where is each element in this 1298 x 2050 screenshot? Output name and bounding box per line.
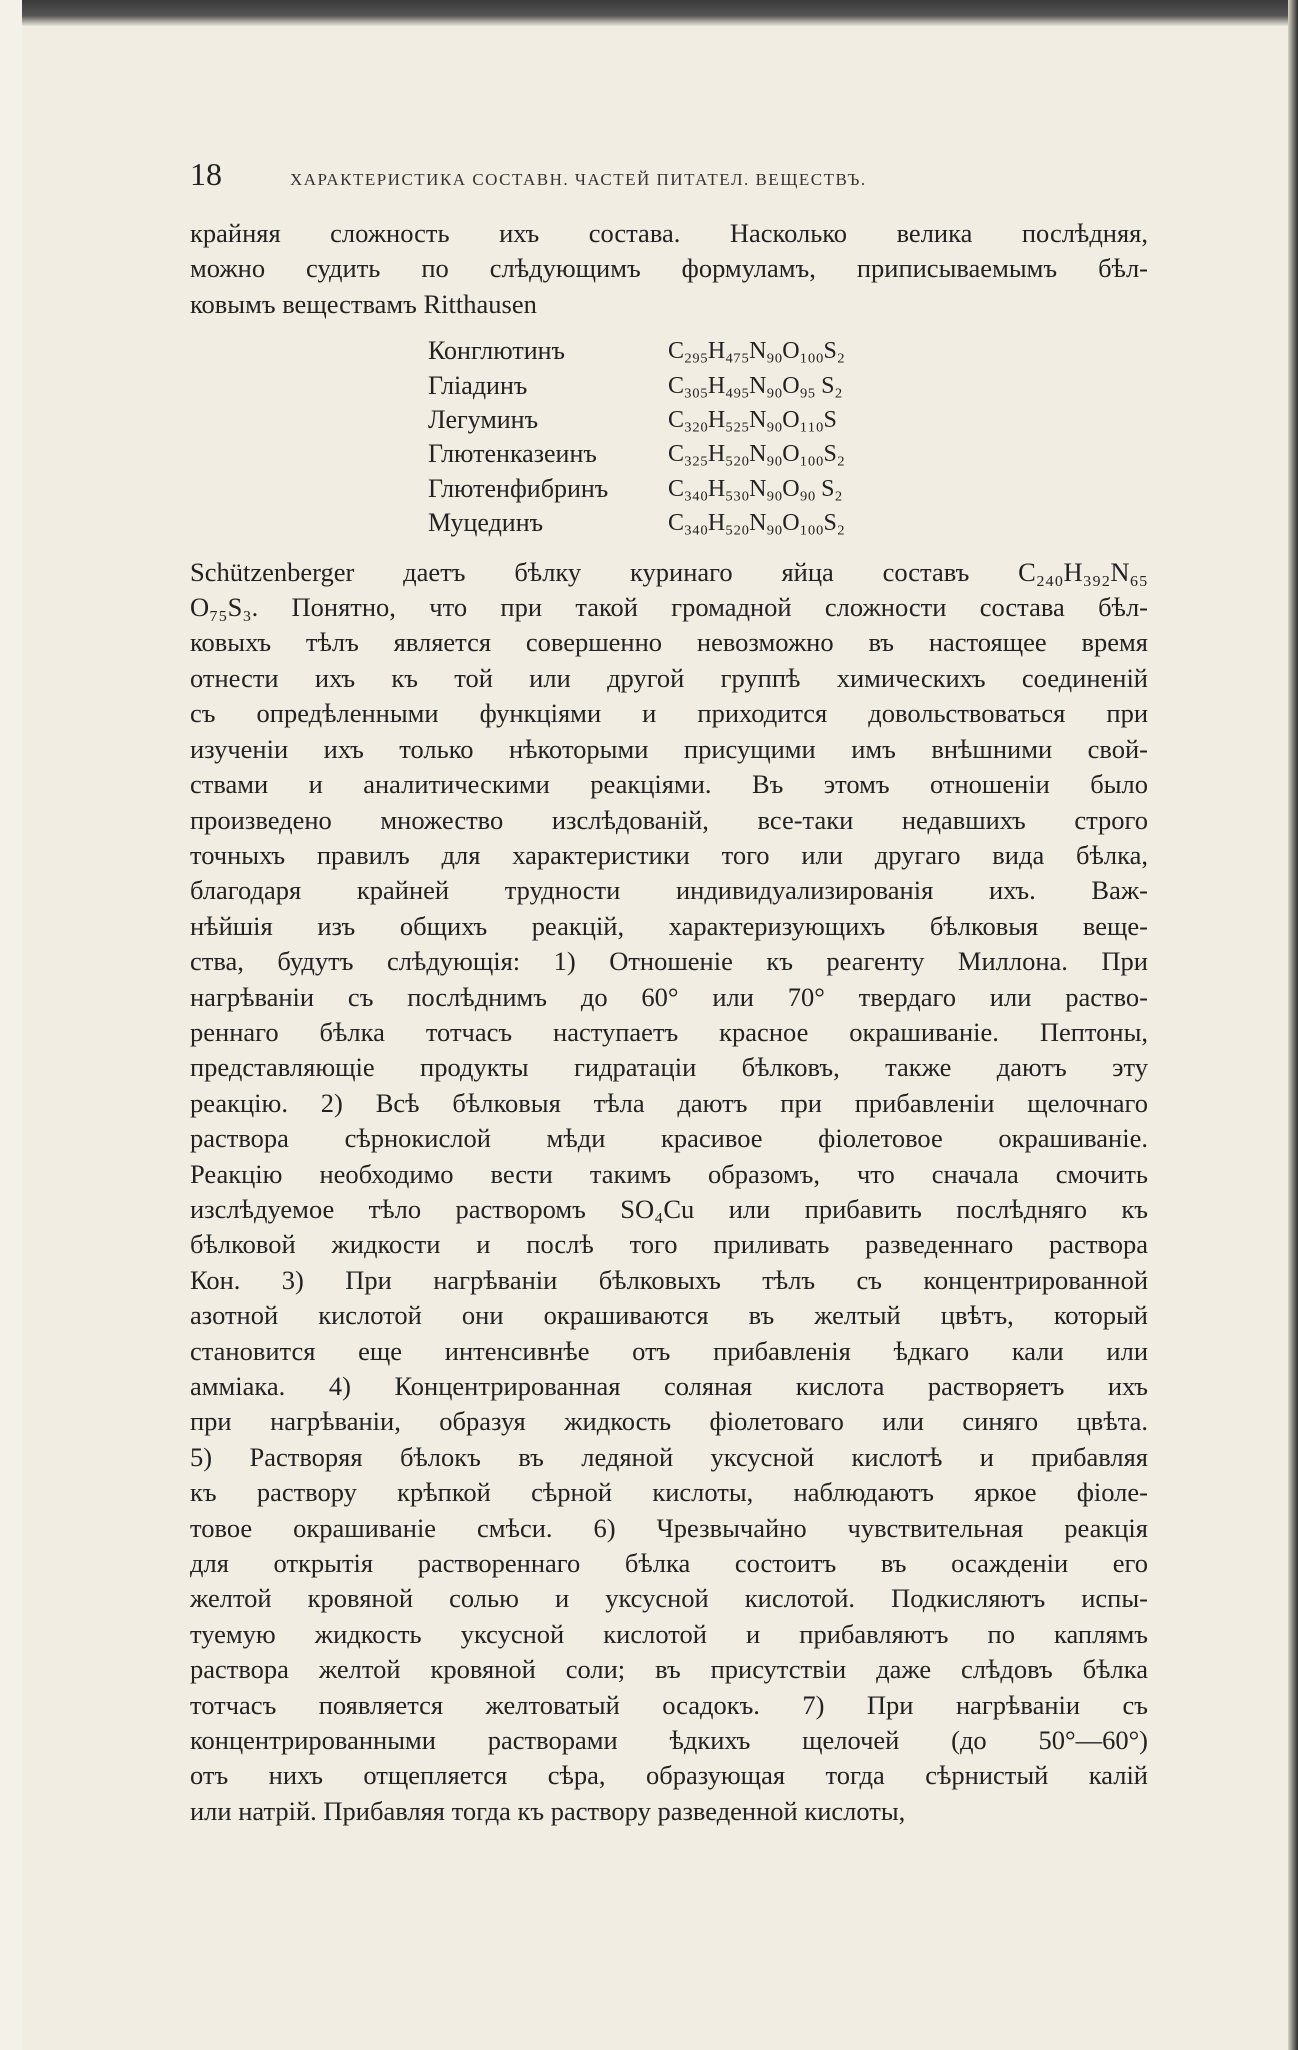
text-line: становится еще интенсивнѣе отъ прибавленія ѣдкаго кали или bbox=[190, 1335, 1148, 1366]
chemical-formula: C₃₂₀H₅₂₅N₉₀O₁₁₀S bbox=[668, 407, 837, 434]
text-line: O₇₅S₃. Понятно, что при такой громадной сложности состава бѣл- bbox=[190, 592, 1148, 623]
substance-name: Конглютинъ bbox=[428, 336, 565, 366]
text-line: нагрѣваніи съ послѣднимъ до 60° или 70° твердаго или раство- bbox=[190, 981, 1148, 1012]
formula-row bbox=[428, 403, 1148, 437]
substance-name: Глютенфибринъ bbox=[428, 473, 609, 503]
text-line: изслѣдуемое тѣло растворомъ SO₄Cu или прибавить послѣдняго къ bbox=[190, 1193, 1148, 1224]
page-header bbox=[190, 156, 1148, 200]
text-line: для открытія раствореннаго бѣлка состоитъ въ осажденіи его bbox=[190, 1548, 1148, 1579]
text-line: товое окрашиваніе смѣси. 6) Чрезвычайно чувствительная реакція bbox=[190, 1512, 1148, 1543]
text-line: 5) Растворяя бѣлокъ въ ледяной уксусной кислотѣ и прибавляя bbox=[190, 1441, 1148, 1472]
body-paragraph bbox=[190, 555, 1148, 1830]
scan-right-edge bbox=[1288, 0, 1298, 2050]
text-line: Кон. 3) При нагрѣваніи бѣлковыхъ тѣлъ съ концентрированной bbox=[190, 1264, 1148, 1295]
text-line: къ раствору крѣпкой сѣрной кислоты, наблюдаютъ яркое фіоле- bbox=[190, 1477, 1148, 1508]
text-line: раствора желтой кровяной соли; въ присутствіи даже слѣдовъ бѣлка bbox=[190, 1654, 1148, 1685]
text-line: реакцію. 2) Всѣ бѣлковыя тѣла даютъ при прибавленіи щелочнаго bbox=[190, 1087, 1148, 1118]
text-line: концентрированными растворами ѣдкихъ щелочей (до 50°—60°) bbox=[190, 1725, 1148, 1756]
substance-name: Глютенказеинъ bbox=[428, 439, 597, 469]
chemical-formula: C₃₄₀H₅₃₀N₉₀O₉₀ S₂ bbox=[668, 475, 843, 502]
formula-row bbox=[428, 334, 1148, 368]
text-line: тотчасъ появляется желтоватый осадокъ. 7) При нагрѣваніи съ bbox=[190, 1689, 1148, 1720]
text-line: Реакцію необходимо вести такимъ образомъ, что сначала смочить bbox=[190, 1158, 1148, 1189]
page-left-margin bbox=[0, 0, 22, 2050]
text-line: нѣйшія изъ общихъ реакцій, характеризующихъ бѣлковыя веще- bbox=[190, 910, 1148, 941]
chemical-formula: C₃₂₅H₅₂₀N₉₀O₁₀₀S₂ bbox=[668, 441, 845, 468]
formula-row bbox=[428, 369, 1148, 403]
formula-table bbox=[428, 334, 1148, 540]
text-line: отнести ихъ къ той или другой группѣ химическихъ соединеній bbox=[190, 662, 1148, 693]
text-line: благодаря крайней трудности индивидуализированія ихъ. Важ- bbox=[190, 875, 1148, 906]
page-content bbox=[190, 156, 1148, 1829]
text-line: изученіи ихъ только нѣкоторыми присущими имъ внѣшними свой- bbox=[190, 733, 1148, 764]
chemical-formula: C₃₀₅H₄₉₅N₉₀O₉₅ S₂ bbox=[668, 372, 843, 399]
scan-top-edge bbox=[22, 0, 1292, 26]
text-line: ствами и аналитическими реакціями. Въ этомъ отношеніи было bbox=[190, 769, 1148, 800]
text-line: произведено множество изслѣдованій, все-таки недавшихъ строго bbox=[190, 804, 1148, 835]
substance-name: Муцединъ bbox=[428, 508, 544, 538]
text-line: точныхъ правилъ для характеристики того или другаго вида бѣлка, bbox=[190, 839, 1148, 870]
text-line: азотной кислотой они окрашиваются въ желтый цвѣтъ, который bbox=[190, 1300, 1148, 1331]
text-line: желтой кровяной солью и уксусной кислотой. Подкисляютъ испы- bbox=[190, 1583, 1148, 1614]
formula-row bbox=[428, 472, 1148, 506]
text-line: или натрій. Прибавляя тогда къ раствору разведенной кислоты, bbox=[190, 1795, 906, 1826]
chemical-formula: C₃₄₀H₅₂₀N₉₀O₁₀₀S₂ bbox=[668, 510, 845, 537]
text-line: съ опредѣленными функціями и приходится довольствоваться при bbox=[190, 698, 1148, 729]
substance-name: Гліадинъ bbox=[428, 370, 528, 400]
page-number: 18 bbox=[190, 156, 222, 192]
formula-row bbox=[428, 506, 1148, 540]
text-line: бѣлковой жидкости и послѣ того приливать разведеннаго раствора bbox=[190, 1229, 1148, 1260]
text-line: ства, будутъ слѣдующія: 1) Отношеніе къ реагенту Миллона. При bbox=[190, 946, 1148, 977]
formula-row bbox=[428, 437, 1148, 471]
intro-paragraph bbox=[190, 216, 1148, 322]
text-line: Schützenberger даетъ бѣлку куринаго яйца составъ C₂₄₀H₃₉₂N₆₅ bbox=[190, 556, 1148, 587]
text-line: отъ нихъ отщепляется сѣра, образующая тогда сѣрнистый калій bbox=[190, 1760, 1148, 1791]
substance-name: Легуминъ bbox=[428, 405, 539, 435]
text-line: реннаго бѣлка тотчасъ наступаетъ красное окрашиваніе. Пептоны, bbox=[190, 1016, 1148, 1047]
text-line: ковыхъ тѣлъ является совершенно невозможно въ настоящее время bbox=[190, 627, 1148, 658]
chemical-formula: C₂₉₅H₄₇₅N₉₀O₁₀₀S₂ bbox=[668, 338, 845, 365]
text-line: при нагрѣваніи, образуя жидкость фіолетоваго или синяго цвѣта. bbox=[190, 1406, 1148, 1437]
text-line: амміака. 4) Концентрированная соляная кислота растворяетъ ихъ bbox=[190, 1371, 1148, 1401]
running-title: ХАРАКТЕРИСТИКА СОСТАВН. ЧАСТЕЙ ПИТАТЕЛ. ВЕЩЕСТВЪ. bbox=[290, 170, 867, 189]
text-line: туемую жидкость уксусной кислотой и прибавляютъ по каплямъ bbox=[190, 1618, 1148, 1649]
text-line: крайняя сложность ихъ состава. Насколько велика послѣдняя, bbox=[190, 218, 1148, 248]
text-line: раствора сѣрнокислой мѣди красивое фіолетовое окрашиваніе. bbox=[190, 1123, 1148, 1154]
text-line: можно судить по слѣдующимъ формуламъ, приписываемымъ бѣл- bbox=[190, 253, 1148, 284]
text-line: ковымъ веществамъ Ritthausen bbox=[190, 288, 537, 319]
text-line: представляющіе продукты гидратаціи бѣлковъ, также даютъ эту bbox=[190, 1052, 1148, 1083]
